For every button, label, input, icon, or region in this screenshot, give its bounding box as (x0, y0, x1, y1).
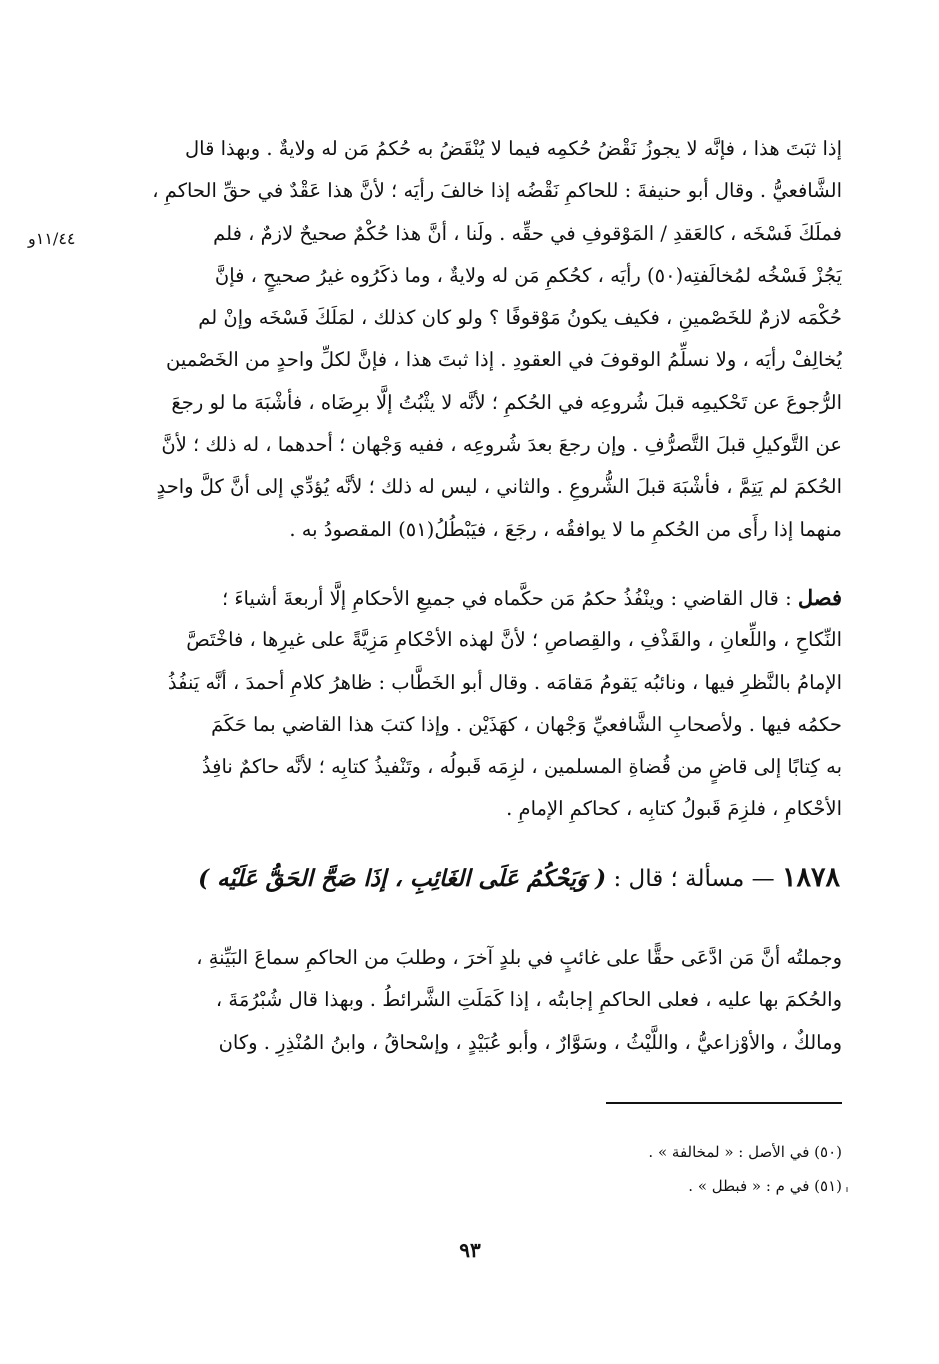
text-line: وجملتُه أنَّ مَن ادَّعَى حقًّا على غائبٍ في بلدٍ آخرَ ، وطلبَ من الحاكمِ سماعَ البَيِّنةِ ، (196, 946, 842, 969)
issue-label: — مسألة ؛ قال : (613, 866, 775, 892)
text-line: الرُّجوعَ عن تَحْكيمِه قبلَ شُروعِه في الحُكمِ ؛ لأنَّه لا يثْبُتُ إلَّا برِضَاه ، فأشْبَهَ ما لو رجعَ (171, 390, 842, 414)
footnote: (٥١) في م : « فبطل » . (688, 1177, 842, 1195)
paragraph-1 (130, 128, 842, 551)
text-line: الشَّافعيُّ . وقال أبو حنيفةَ : للحاكمِ نَقْضُه إذا خالفَ رأيَه ؛ لأنَّ هذا عَقْدٌ في حقِّ الحاكمِ ، (152, 179, 842, 203)
text-line: الأحْكامِ ، فلزِمَ قَبولُ كتابِه ، كحاكمِ الإمامِ . (506, 797, 842, 821)
footnote-divider (606, 1102, 842, 1104)
text-line: عن التَّوكيلِ قبلَ التَّصرُّفِ . وإن رجعَ بعدَ شُروعِه ، ففيه وَجْهان ؛ أحدهما ، له ذلك ؛ لأنَّ (161, 433, 842, 457)
section-lead-word: فصل (797, 585, 842, 610)
paragraph-4 (130, 937, 842, 1064)
text-line: إذا ثبَتَ هذا ، فإنَّه لا يجوزُ نَقْضُ حُكمِه فيما لا يُنْقَضُ به حُكمُ مَن له ولايةٌ . وبهذا قال (185, 137, 842, 160)
text-line: حكمُه فيها . ولأصحابِ الشَّافعيِّ وَجْهان ، كهَذَيْن . وإذا كتبَ هذا القاضي بما حَكَمَ (211, 712, 842, 736)
text-line: حُكْمَه لازمٌ للخَصْمينِ ، فكيف يكونُ مَوْقوفًا ؟ ولو كان كذلك ، لمَلَكَ فَسْخَه وإنْ لم (198, 306, 842, 330)
page-number: ٩٣ (459, 1238, 481, 1262)
text-line: يُخالِفْ رأيَه ، ولا نسلِّمُ الوقوفَ في العقودِ . إذا ثبتَ هذا ، فإنَّ لكلِّ واحدٍ من الخَصْمين (165, 348, 842, 372)
text-line: النِّكاحِ ، واللِّعانِ ، والقَذْفِ ، والقِصاصِ ؛ لأنَّ لهذه الأحْكامِ مَزِيَّةً على غيرِها ، فاخْتَصَّ (186, 628, 842, 652)
margin-folio-note: ١١/٤٤و (28, 229, 76, 248)
footnote: (٥٠) في الأصل : « لمخالفة » . (648, 1143, 842, 1161)
issue-number: ١٨٧٨ (781, 862, 840, 893)
text-line: به كِتابًا إلى قاضٍ من قُضاةِ المسلمين ، لزِمَه قَبولُه ، وتَنْفيذُ كتابِه ؛ لأنَّه حاكمٌ نافِذُ (201, 755, 842, 779)
text-line: الحُكمَ لم يَتِمَّ ، فأشْبَهَ قبلَ الشُّروعِ . والثاني ، ليس له ذلك ؛ لأنَّه يُؤدِّي إلى أنَّ كلَّ واحدٍ (156, 475, 842, 499)
footnotes (500, 1135, 842, 1203)
text-line (130, 577, 842, 619)
issue-heading (190, 862, 840, 893)
text-line: منهما إذا رأَى من الحُكمِ ما لا يوافقُه ، رجَعَ ، فيَبْطُلُ(٥١) المقصودُ به . (289, 517, 842, 541)
text-line: فملَكَ فَسْخَه ، كالعَقدِ / المَوْقوفِ في حقِّه . ولَنا ، أنَّ هذا حُكْمٌ صحيحٌ لازمٌ ، فلم (213, 221, 842, 245)
text-line-rest: : قال القاضي : وينْفُذُ حكمُ مَن حكَّماه في جميعِ الأحكامِ إلَّا أربعةَ أشياءَ ؛ (221, 587, 792, 610)
scan-speck (846, 1187, 848, 1192)
text-line: يَجُزْ فَسْخُه لمُخالَفتِه(٥٠) رأيَه ، كحُكمِ مَن له ولايةٌ ، وما ذكَرُوه غيرُ صحيحٍ ، فإنَّ (214, 263, 842, 287)
issue-quote: ( وَيَحْكُمُ عَلَى الغَائِبِ ، إذَا صَحَّ الحَقُّ عَلَيْه ) (198, 865, 607, 892)
text-line: ومالكٌ ، والأوْزاعيُّ ، واللَّيْثُ ، وسَوَّارٌ ، وأبو عُبَيْدٍ ، وإسْحاقُ ، وابنُ المُنْذِرِ . وكان (218, 1030, 842, 1054)
text-line: والحُكمَ بها عليه ، فعلى الحاكمِ إجابتُه ، إذا كَمَلَتِ الشَّرائطُ . وبهذا قال شُبْرُمَةَ ، (215, 988, 842, 1012)
text-line: الإمامُ بالنَّظرِ فيها ، ونائبُه يَقومُ مَقامَه . وقال أبو الخَطَّاب : ظاهرُ كلامِ أحمدَ ، أنَّه يَنفُذُ (167, 670, 842, 694)
paragraph-2 (130, 577, 842, 831)
